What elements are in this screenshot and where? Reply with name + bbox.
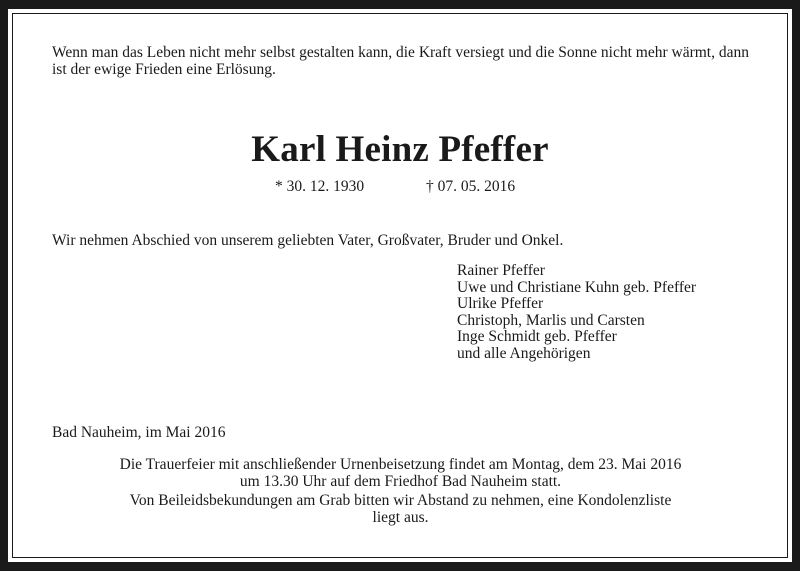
death-date: † 07. 05. 2016 bbox=[426, 178, 516, 195]
mourner-name: Ulrike Pfeffer bbox=[457, 295, 544, 312]
ceremony-line: um 13.30 Uhr auf dem Friedhof Bad Nauheim statt. bbox=[239, 473, 562, 490]
condolence-line: liegt aus. bbox=[372, 509, 429, 526]
mourner-name: Christoph, Marlis und Carsten bbox=[457, 311, 645, 329]
ceremony-line: Die Trauerfeier mit anschließender Urnenbeisetzung findet am Montag, dem 23. Mai 2016 bbox=[119, 456, 682, 473]
ceremony-info bbox=[52, 456, 749, 490]
place-and-date: Bad Nauheim, im Mai 2016 bbox=[52, 424, 226, 441]
farewell-text: Wir nehmen Abschied von unserem geliebten Vater, Großvater, Bruder und Onkel. bbox=[52, 232, 564, 249]
condolence-info bbox=[52, 492, 749, 526]
birth-date: * 30. 12. 1930 bbox=[275, 178, 365, 195]
deceased-name: Karl Heinz Pfeffer bbox=[251, 129, 549, 170]
mourner-name: Inge Schmidt geb. Pfeffer bbox=[457, 328, 617, 345]
mourners-list bbox=[457, 263, 696, 362]
condolence-line: Von Beileidsbekundungen am Grab bitten wir Abstand zu nehmen, eine Kondolenzliste bbox=[129, 492, 672, 509]
mourner-name: und alle Angehörigen bbox=[457, 344, 591, 362]
motto-text: Wenn man das Leben nicht mehr selbst gestalten kann, die Kraft versiegt und die Sonne nicht mehr wärmt, dann ist der ewige Frieden eine Erlösung. bbox=[52, 44, 749, 78]
mourner-name: Uwe und Christiane Kuhn geb. Pfeffer bbox=[457, 278, 697, 296]
mourner-name: Rainer Pfeffer bbox=[457, 262, 545, 279]
